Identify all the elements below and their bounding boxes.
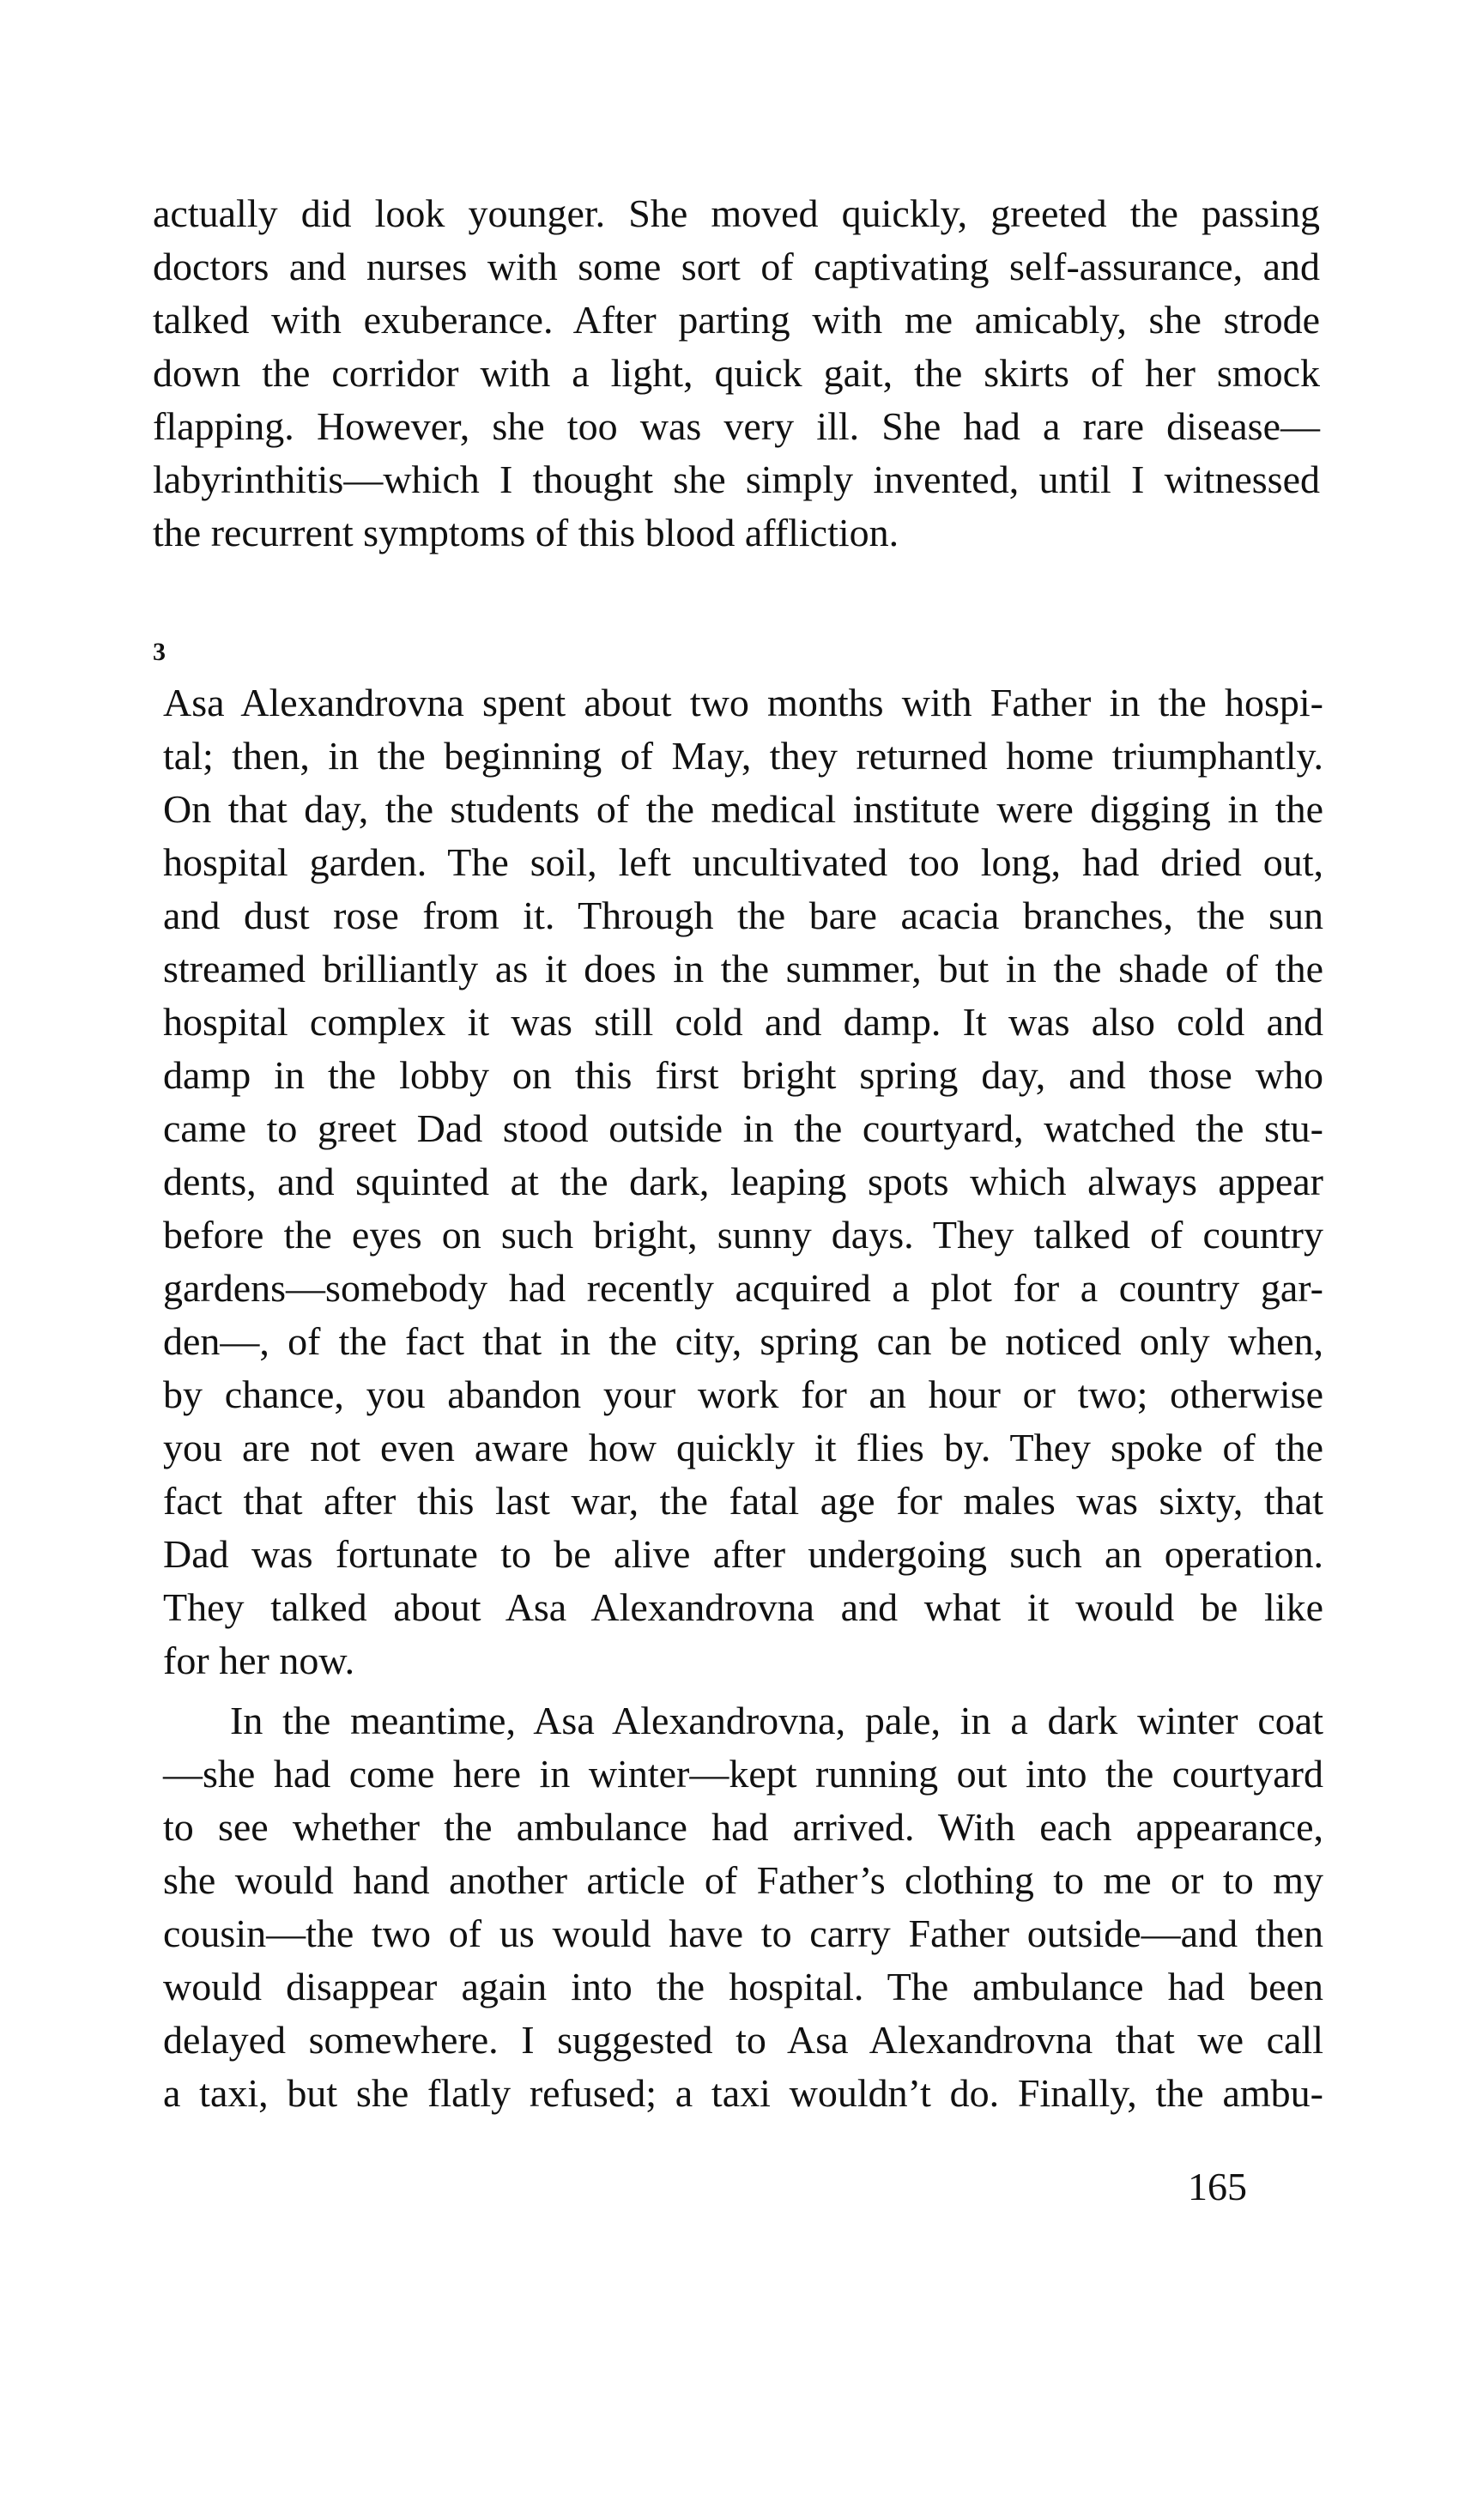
text-line: dents, and squinted at the dark, leaping spots which always appear: [163, 1160, 1323, 1203]
text-line: cousin—the two of us would have to carry Father outside—and then: [163, 1911, 1323, 1955]
text-line: down the corridor with a light, quick gait, the skirts of her smock: [153, 351, 1320, 395]
text-line: you are not even aware how quickly it flies by. They spoke of the: [163, 1426, 1323, 1469]
page-number: 165: [1188, 2165, 1247, 2208]
text-line: tal; then, in the beginning of May, they returned home triumphantly.: [163, 734, 1323, 778]
text-line: gardens—somebody had recently acquired a plot for a country gar-: [163, 1266, 1323, 1310]
text-line: fact that after this last war, the fatal age for males was sixty, that: [163, 1479, 1323, 1523]
text-line: for her now.: [163, 1639, 355, 1682]
text-line: They talked about Asa Alexandrovna and what it would be like: [163, 1585, 1323, 1629]
text-line: In the meantime, Asa Alexandrovna, pale, in a dark winter coat: [230, 1699, 1323, 1742]
section-number: 3: [153, 638, 166, 666]
text-line: by chance, you abandon your work for an hour or two; otherwise: [163, 1372, 1323, 1416]
text-line: damp in the lobby on this first bright spring day, and those who: [163, 1053, 1323, 1097]
text-line: On that day, the students of the medical institute were digging in the: [163, 787, 1323, 831]
text-line: a taxi, but she flatly refused; a taxi wouldn’t do. Finally, the ambu-: [163, 2071, 1323, 2115]
text-line: actually did look younger. She moved quickly, greeted the passing: [153, 191, 1320, 235]
text-line: talked with exuberance. After parting with me amicably, she strode: [153, 298, 1320, 342]
text-line: hospital garden. The soil, left uncultivated too long, had dried out,: [163, 840, 1323, 884]
text-line: hospital complex it was still cold and damp. It was also cold and: [163, 1000, 1323, 1044]
text-line: to see whether the ambulance had arrived. With each appearance,: [163, 1805, 1323, 1849]
text-line: doctors and nurses with some sort of captivating self-assurance, and: [153, 245, 1320, 288]
paragraph-top: [153, 187, 1320, 560]
paragraph-main: [163, 676, 1323, 1687]
text-line: she would hand another article of Father’s clothing to me or to my: [163, 1858, 1323, 1902]
text-line: —she had come here in winter—kept running out into the courtyard: [163, 1752, 1323, 1796]
text-line: before the eyes on such bright, sunny days. They talked of country: [163, 1213, 1323, 1257]
text-line: labyrinthitis—which I thought she simply invented, until I witnessed: [153, 457, 1320, 501]
text-line: and dust rose from it. Through the bare acacia branches, the sun: [163, 894, 1323, 937]
text-line: delayed somewhere. I suggested to Asa Alexandrovna that we call: [163, 2018, 1323, 2062]
text-line: streamed brilliantly as it does in the summer, but in the shade of the: [163, 947, 1323, 990]
text-line: flapping. However, she too was very ill. She had a rare disease—: [153, 404, 1320, 448]
text-line: came to greet Dad stood outside in the courtyard, watched the stu-: [163, 1106, 1323, 1150]
text-line: Asa Alexandrovna spent about two months with Father in the hospi-: [163, 681, 1323, 724]
text-line: would disappear again into the hospital. The ambulance had been: [163, 1965, 1323, 2008]
text-line: Dad was fortunate to be alive after undergoing such an operation.: [163, 1532, 1323, 1576]
text-line: den—, of the fact that in the city, spring can be noticed only when,: [163, 1319, 1323, 1363]
paragraph-second: [163, 1694, 1323, 2120]
text-line: the recurrent symptoms of this blood affliction.: [153, 511, 899, 554]
